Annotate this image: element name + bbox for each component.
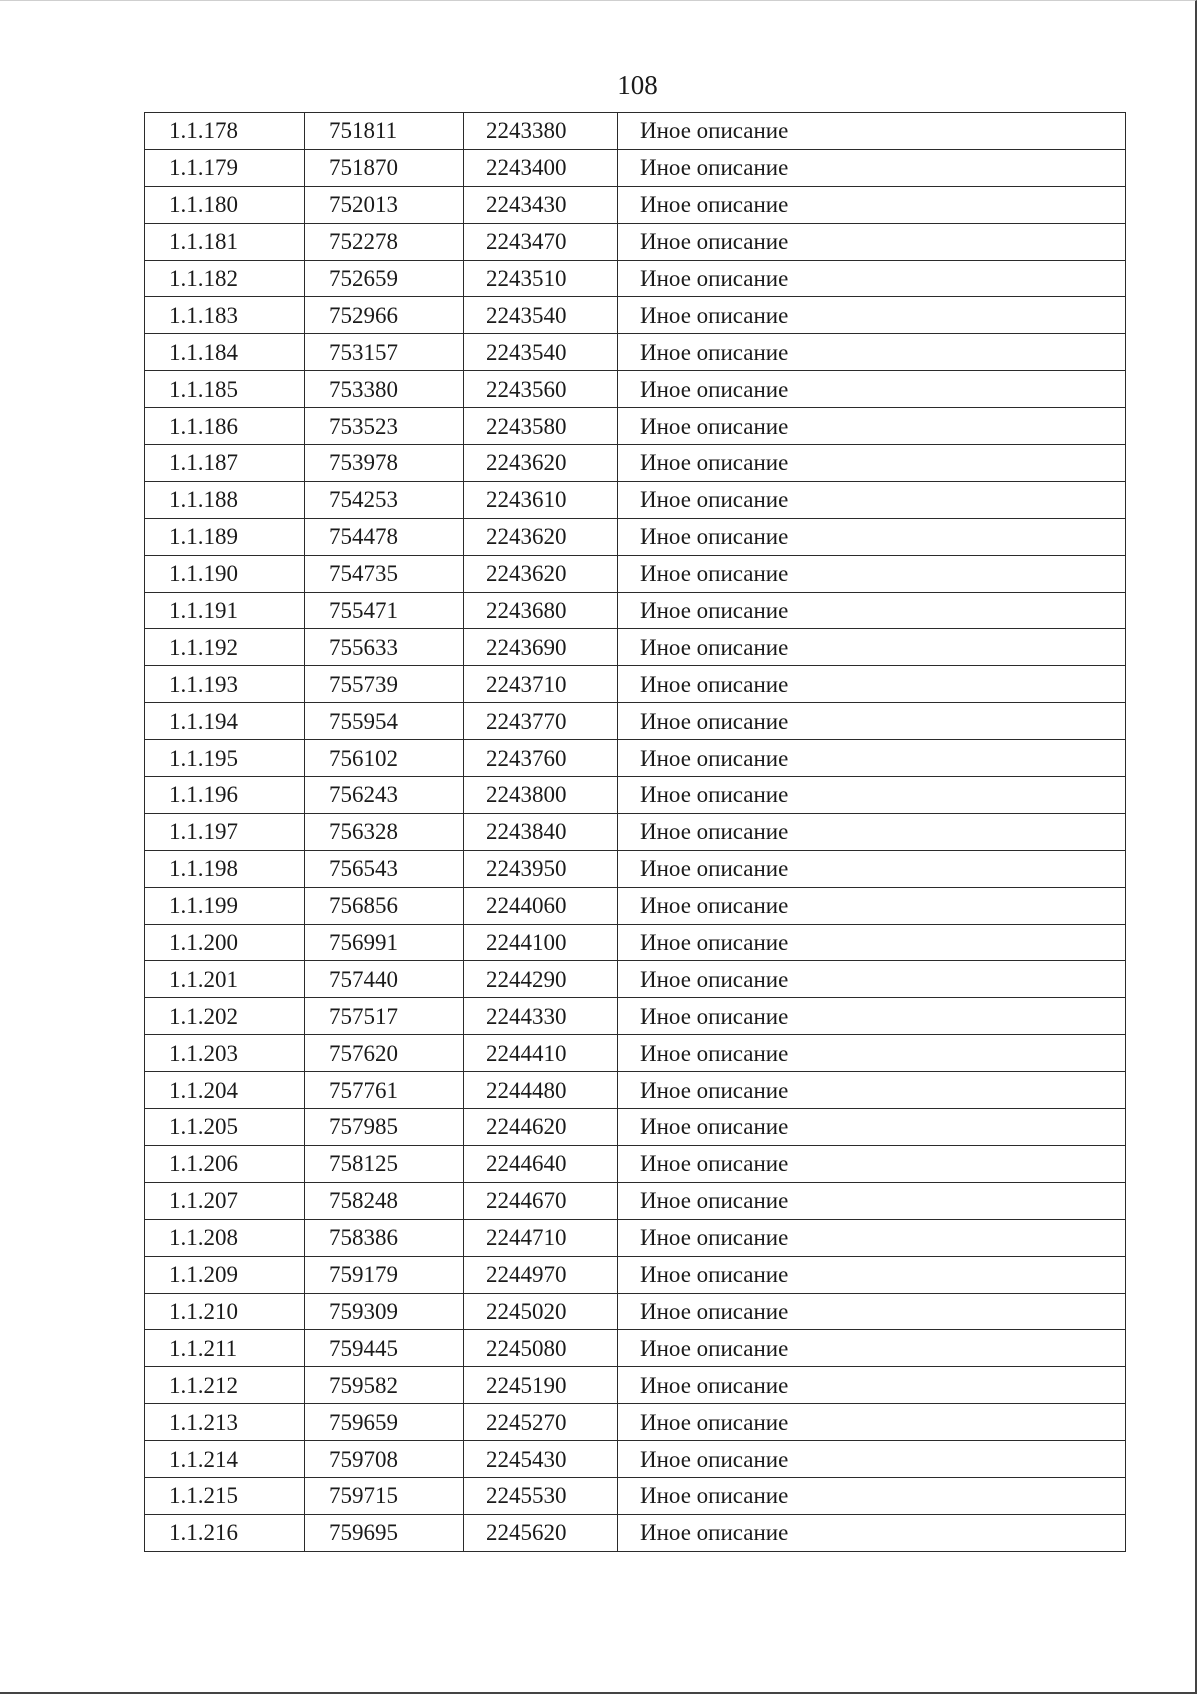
x-coordinate-cell: 759715 <box>305 1477 464 1514</box>
table-row <box>145 813 1126 850</box>
y-coordinate-cell: 2243840 <box>464 813 618 850</box>
x-coordinate-cell: 757620 <box>305 1035 464 1072</box>
table-row <box>145 1514 1126 1551</box>
point-number-cell: 1.1.214 <box>145 1441 305 1478</box>
y-coordinate-cell: 2243380 <box>464 113 618 150</box>
point-number-cell: 1.1.191 <box>145 592 305 629</box>
description-cell: Иное описание <box>618 186 1126 223</box>
y-coordinate-cell: 2243800 <box>464 777 618 814</box>
point-number-cell: 1.1.195 <box>145 740 305 777</box>
point-number-cell: 1.1.184 <box>145 334 305 371</box>
description-cell: Иное описание <box>618 1404 1126 1441</box>
table-row <box>145 113 1126 150</box>
description-cell: Иное описание <box>618 408 1126 445</box>
description-cell: Иное описание <box>618 629 1126 666</box>
table-row <box>145 777 1126 814</box>
y-coordinate-cell: 2243950 <box>464 850 618 887</box>
x-coordinate-cell: 756102 <box>305 740 464 777</box>
x-coordinate-cell: 756328 <box>305 813 464 850</box>
point-number-cell: 1.1.203 <box>145 1035 305 1072</box>
point-number-cell: 1.1.198 <box>145 850 305 887</box>
point-number-cell: 1.1.216 <box>145 1514 305 1551</box>
description-cell: Иное описание <box>618 1072 1126 1109</box>
x-coordinate-cell: 751811 <box>305 113 464 150</box>
y-coordinate-cell: 2243620 <box>464 518 618 555</box>
x-coordinate-cell: 751870 <box>305 149 464 186</box>
table-row <box>145 223 1126 260</box>
y-coordinate-cell: 2243760 <box>464 740 618 777</box>
description-cell: Иное описание <box>618 371 1126 408</box>
x-coordinate-cell: 752659 <box>305 260 464 297</box>
table-row <box>145 297 1126 334</box>
point-number-cell: 1.1.180 <box>145 186 305 223</box>
point-number-cell: 1.1.202 <box>145 998 305 1035</box>
point-number-cell: 1.1.187 <box>145 445 305 482</box>
y-coordinate-cell: 2244330 <box>464 998 618 1035</box>
description-cell: Иное описание <box>618 924 1126 961</box>
y-coordinate-cell: 2243620 <box>464 555 618 592</box>
table-row <box>145 260 1126 297</box>
description-cell: Иное описание <box>618 481 1126 518</box>
point-number-cell: 1.1.190 <box>145 555 305 592</box>
x-coordinate-cell: 759179 <box>305 1256 464 1293</box>
table-row <box>145 186 1126 223</box>
table-row <box>145 887 1126 924</box>
y-coordinate-cell: 2245620 <box>464 1514 618 1551</box>
point-number-cell: 1.1.185 <box>145 371 305 408</box>
point-number-cell: 1.1.200 <box>145 924 305 961</box>
description-cell: Иное описание <box>618 334 1126 371</box>
point-number-cell: 1.1.188 <box>145 481 305 518</box>
table-row <box>145 1330 1126 1367</box>
point-number-cell: 1.1.193 <box>145 666 305 703</box>
point-number-cell: 1.1.181 <box>145 223 305 260</box>
y-coordinate-cell: 2243510 <box>464 260 618 297</box>
x-coordinate-cell: 753523 <box>305 408 464 445</box>
x-coordinate-cell: 755471 <box>305 592 464 629</box>
description-cell: Иное описание <box>618 813 1126 850</box>
description-cell: Иное описание <box>618 703 1126 740</box>
point-number-cell: 1.1.208 <box>145 1219 305 1256</box>
description-cell: Иное описание <box>618 998 1126 1035</box>
description-cell: Иное описание <box>618 1109 1126 1146</box>
description-cell: Иное описание <box>618 1293 1126 1330</box>
point-number-cell: 1.1.186 <box>145 408 305 445</box>
table-row <box>145 592 1126 629</box>
x-coordinate-cell: 753978 <box>305 445 464 482</box>
point-number-cell: 1.1.212 <box>145 1367 305 1404</box>
x-coordinate-cell: 757985 <box>305 1109 464 1146</box>
description-cell: Иное описание <box>618 518 1126 555</box>
x-coordinate-cell: 757440 <box>305 961 464 998</box>
table-row <box>145 1109 1126 1146</box>
table-row <box>145 371 1126 408</box>
x-coordinate-cell: 756991 <box>305 924 464 961</box>
point-number-cell: 1.1.183 <box>145 297 305 334</box>
y-coordinate-cell: 2245530 <box>464 1477 618 1514</box>
y-coordinate-cell: 2243710 <box>464 666 618 703</box>
table-row <box>145 1182 1126 1219</box>
x-coordinate-cell: 753157 <box>305 334 464 371</box>
description-cell: Иное описание <box>618 113 1126 150</box>
description-cell: Иное описание <box>618 850 1126 887</box>
description-cell: Иное описание <box>618 1035 1126 1072</box>
point-number-cell: 1.1.210 <box>145 1293 305 1330</box>
description-cell: Иное описание <box>618 777 1126 814</box>
point-number-cell: 1.1.189 <box>145 518 305 555</box>
point-number-cell: 1.1.205 <box>145 1109 305 1146</box>
point-number-cell: 1.1.215 <box>145 1477 305 1514</box>
y-coordinate-cell: 2245190 <box>464 1367 618 1404</box>
y-coordinate-cell: 2243400 <box>464 149 618 186</box>
x-coordinate-cell: 755739 <box>305 666 464 703</box>
x-coordinate-cell: 759695 <box>305 1514 464 1551</box>
y-coordinate-cell: 2243540 <box>464 334 618 371</box>
x-coordinate-cell: 755633 <box>305 629 464 666</box>
x-coordinate-cell: 756543 <box>305 850 464 887</box>
point-number-cell: 1.1.196 <box>145 777 305 814</box>
point-number-cell: 1.1.207 <box>145 1182 305 1219</box>
table-row <box>145 334 1126 371</box>
point-number-cell: 1.1.209 <box>145 1256 305 1293</box>
y-coordinate-cell: 2244640 <box>464 1145 618 1182</box>
y-coordinate-cell: 2243680 <box>464 592 618 629</box>
point-number-cell: 1.1.206 <box>145 1145 305 1182</box>
table-row <box>145 850 1126 887</box>
point-number-cell: 1.1.182 <box>145 260 305 297</box>
y-coordinate-cell: 2243580 <box>464 408 618 445</box>
y-coordinate-cell: 2243610 <box>464 481 618 518</box>
table-row <box>145 629 1126 666</box>
table-body <box>145 113 1126 1552</box>
table-row <box>145 1035 1126 1072</box>
description-cell: Иное описание <box>618 1219 1126 1256</box>
description-cell: Иное описание <box>618 961 1126 998</box>
x-coordinate-cell: 753380 <box>305 371 464 408</box>
description-cell: Иное описание <box>618 1256 1126 1293</box>
point-number-cell: 1.1.178 <box>145 113 305 150</box>
description-cell: Иное описание <box>618 1330 1126 1367</box>
table-row <box>145 408 1126 445</box>
y-coordinate-cell: 2244970 <box>464 1256 618 1293</box>
table-row <box>145 924 1126 961</box>
point-number-cell: 1.1.179 <box>145 149 305 186</box>
x-coordinate-cell: 752278 <box>305 223 464 260</box>
y-coordinate-cell: 2243560 <box>464 371 618 408</box>
table-row <box>145 1367 1126 1404</box>
x-coordinate-cell: 758386 <box>305 1219 464 1256</box>
description-cell: Иное описание <box>618 260 1126 297</box>
x-coordinate-cell: 759708 <box>305 1441 464 1478</box>
point-number-cell: 1.1.192 <box>145 629 305 666</box>
x-coordinate-cell: 759309 <box>305 1293 464 1330</box>
description-cell: Иное описание <box>618 740 1126 777</box>
point-number-cell: 1.1.201 <box>145 961 305 998</box>
description-cell: Иное описание <box>618 1182 1126 1219</box>
y-coordinate-cell: 2243620 <box>464 445 618 482</box>
y-coordinate-cell: 2244670 <box>464 1182 618 1219</box>
x-coordinate-cell: 759659 <box>305 1404 464 1441</box>
description-cell: Иное описание <box>618 666 1126 703</box>
table-row <box>145 998 1126 1035</box>
y-coordinate-cell: 2245020 <box>464 1293 618 1330</box>
table-row <box>145 1145 1126 1182</box>
y-coordinate-cell: 2243470 <box>464 223 618 260</box>
x-coordinate-cell: 757517 <box>305 998 464 1035</box>
x-coordinate-cell: 754478 <box>305 518 464 555</box>
point-number-cell: 1.1.197 <box>145 813 305 850</box>
table-row <box>145 1072 1126 1109</box>
table-row <box>145 149 1126 186</box>
description-cell: Иное описание <box>618 223 1126 260</box>
table-row <box>145 1404 1126 1441</box>
coordinates-table <box>144 112 1126 1552</box>
y-coordinate-cell: 2244060 <box>464 887 618 924</box>
x-coordinate-cell: 759582 <box>305 1367 464 1404</box>
table-row <box>145 666 1126 703</box>
x-coordinate-cell: 752013 <box>305 186 464 223</box>
page-number: 108 <box>617 70 658 100</box>
y-coordinate-cell: 2243770 <box>464 703 618 740</box>
description-cell: Иное описание <box>618 445 1126 482</box>
description-cell: Иное описание <box>618 555 1126 592</box>
x-coordinate-cell: 755954 <box>305 703 464 740</box>
y-coordinate-cell: 2243430 <box>464 186 618 223</box>
table-row <box>145 518 1126 555</box>
description-cell: Иное описание <box>618 1514 1126 1551</box>
description-cell: Иное описание <box>618 1441 1126 1478</box>
y-coordinate-cell: 2245270 <box>464 1404 618 1441</box>
y-coordinate-cell: 2244290 <box>464 961 618 998</box>
description-cell: Иное описание <box>618 1477 1126 1514</box>
y-coordinate-cell: 2244100 <box>464 924 618 961</box>
description-cell: Иное описание <box>618 1145 1126 1182</box>
y-coordinate-cell: 2245080 <box>464 1330 618 1367</box>
x-coordinate-cell: 756856 <box>305 887 464 924</box>
x-coordinate-cell: 757761 <box>305 1072 464 1109</box>
description-cell: Иное описание <box>618 887 1126 924</box>
table-row <box>145 1441 1126 1478</box>
point-number-cell: 1.1.211 <box>145 1330 305 1367</box>
point-number-cell: 1.1.194 <box>145 703 305 740</box>
x-coordinate-cell: 754253 <box>305 481 464 518</box>
description-cell: Иное описание <box>618 149 1126 186</box>
table-row <box>145 445 1126 482</box>
y-coordinate-cell: 2245430 <box>464 1441 618 1478</box>
x-coordinate-cell: 758248 <box>305 1182 464 1219</box>
x-coordinate-cell: 758125 <box>305 1145 464 1182</box>
table-row <box>145 1477 1126 1514</box>
table-row <box>145 481 1126 518</box>
table-row <box>145 1256 1126 1293</box>
y-coordinate-cell: 2244710 <box>464 1219 618 1256</box>
table-row <box>145 703 1126 740</box>
point-number-cell: 1.1.199 <box>145 887 305 924</box>
y-coordinate-cell: 2244480 <box>464 1072 618 1109</box>
table-row <box>145 961 1126 998</box>
description-cell: Иное описание <box>618 1367 1126 1404</box>
x-coordinate-cell: 754735 <box>305 555 464 592</box>
description-cell: Иное описание <box>618 592 1126 629</box>
description-cell: Иное описание <box>618 297 1126 334</box>
table-row <box>145 740 1126 777</box>
table-row <box>145 1219 1126 1256</box>
point-number-cell: 1.1.213 <box>145 1404 305 1441</box>
x-coordinate-cell: 759445 <box>305 1330 464 1367</box>
point-number-cell: 1.1.204 <box>145 1072 305 1109</box>
x-coordinate-cell: 756243 <box>305 777 464 814</box>
y-coordinate-cell: 2243540 <box>464 297 618 334</box>
y-coordinate-cell: 2244410 <box>464 1035 618 1072</box>
table-row <box>145 555 1126 592</box>
x-coordinate-cell: 752966 <box>305 297 464 334</box>
y-coordinate-cell: 2243690 <box>464 629 618 666</box>
y-coordinate-cell: 2244620 <box>464 1109 618 1146</box>
table-row <box>145 1293 1126 1330</box>
